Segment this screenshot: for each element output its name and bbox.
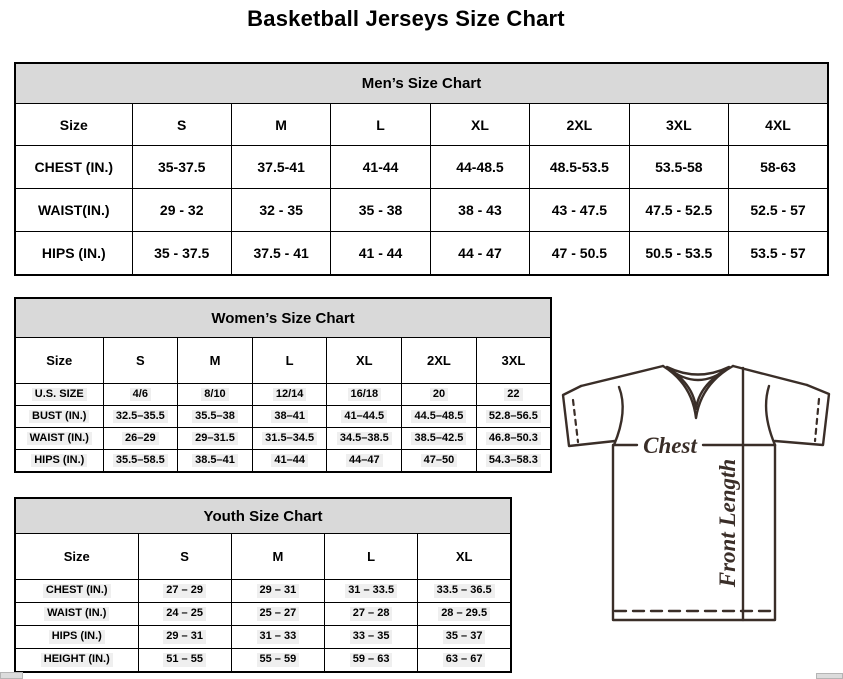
row-label: WAIST(IN.) <box>15 189 132 232</box>
cell-text: 54.3–58.3 <box>486 454 541 468</box>
cell-text: 35 – 37 <box>443 630 486 644</box>
table-row <box>15 338 551 384</box>
womens-size-chart-table <box>14 297 552 473</box>
jersey-body-outline <box>613 445 775 620</box>
row-label <box>15 384 103 406</box>
table-cell: 58-63 <box>729 146 828 189</box>
table-cell <box>476 428 551 450</box>
table-cell <box>103 450 178 473</box>
table-cell <box>325 626 418 649</box>
table-row <box>15 428 551 450</box>
col-header: M <box>231 534 324 580</box>
cell-text: U.S. SIZE <box>32 388 87 402</box>
cell-text: 51 – 55 <box>163 653 206 667</box>
cell-text: 63 – 67 <box>443 653 486 667</box>
table-row <box>15 104 828 146</box>
table-cell: 44 - 47 <box>430 232 529 276</box>
row-label <box>15 649 138 673</box>
jersey-right-cuff-dashes <box>815 399 819 441</box>
cell-text: 41–44.5 <box>341 410 387 424</box>
table-cell <box>103 428 178 450</box>
table-cell: 47 - 50.5 <box>530 232 629 276</box>
table-cell <box>178 428 253 450</box>
cell-text: 12/14 <box>273 388 307 402</box>
mens-table-title: Men’s Size Chart <box>15 63 828 104</box>
table-cell <box>138 649 231 673</box>
table-cell <box>402 450 477 473</box>
table-cell <box>138 603 231 626</box>
cell-text: 38–41 <box>271 410 308 424</box>
cell-text: 29 – 31 <box>163 630 206 644</box>
table-cell <box>252 428 327 450</box>
mens-size-chart-table <box>14 62 829 276</box>
size-corner-header: Size <box>15 338 103 384</box>
table-cell <box>231 603 324 626</box>
size-corner-header: Size <box>15 534 138 580</box>
cell-text: 32.5–35.5 <box>113 410 168 424</box>
jersey-left-sleeve <box>563 386 615 446</box>
col-header: M <box>231 104 330 146</box>
jersey-left-shoulder <box>581 366 663 386</box>
row-label <box>15 580 138 603</box>
table-cell: 35 - 37.5 <box>132 232 231 276</box>
table-row <box>15 603 511 626</box>
table-cell: 32 - 35 <box>231 189 330 232</box>
table-cell: 53.5 - 57 <box>729 232 828 276</box>
table-row <box>15 450 551 473</box>
table-cell: 48.5-53.5 <box>530 146 629 189</box>
row-label: HIPS (IN.) <box>15 232 132 276</box>
col-header: 3XL <box>476 338 551 384</box>
table-row <box>15 406 551 428</box>
cell-text: 27 – 28 <box>350 607 393 621</box>
table-cell <box>231 580 324 603</box>
cell-text: 31 – 33.5 <box>345 584 397 598</box>
table-cell <box>418 603 511 626</box>
table-cell: 37.5 - 41 <box>231 232 330 276</box>
cell-text: 26–29 <box>122 432 159 446</box>
table-row <box>15 63 828 104</box>
table-cell: 44-48.5 <box>430 146 529 189</box>
table-cell <box>325 603 418 626</box>
col-header: S <box>138 534 231 580</box>
cell-text: BUST (IN.) <box>29 410 89 424</box>
cell-text: 47–50 <box>421 454 458 468</box>
cell-text: 28 – 29.5 <box>438 607 490 621</box>
cell-text: 52.8–56.5 <box>486 410 541 424</box>
cell-text: 29 – 31 <box>257 584 300 598</box>
col-header: M <box>178 338 253 384</box>
cell-text: 55 – 59 <box>257 653 300 667</box>
col-header: S <box>103 338 178 384</box>
cell-text: 59 – 63 <box>350 653 393 667</box>
table-cell <box>327 384 402 406</box>
cell-text: 4/6 <box>130 388 151 402</box>
table-row <box>15 146 828 189</box>
cell-text: CHEST (IN.) <box>43 584 111 598</box>
cell-text: 44–47 <box>346 454 383 468</box>
cell-text: 8/10 <box>201 388 228 402</box>
table-cell: 35 - 38 <box>331 189 430 232</box>
table-cell <box>178 384 253 406</box>
cell-text: HIPS (IN.) <box>31 454 87 468</box>
table-cell <box>418 580 511 603</box>
table-cell: 35-37.5 <box>132 146 231 189</box>
table-cell <box>476 384 551 406</box>
womens-table-title: Women’s Size Chart <box>15 298 551 338</box>
table-cell <box>476 406 551 428</box>
cell-text: 20 <box>430 388 448 402</box>
table-cell <box>178 450 253 473</box>
col-header: 3XL <box>629 104 728 146</box>
cell-text: 38.5–41 <box>192 454 238 468</box>
cell-text: 31.5–34.5 <box>262 432 317 446</box>
table-cell <box>252 384 327 406</box>
table-row <box>15 580 511 603</box>
table-cell: 37.5-41 <box>231 146 330 189</box>
table-cell: 41 - 44 <box>331 232 430 276</box>
col-header: S <box>132 104 231 146</box>
table-cell <box>138 626 231 649</box>
cell-text: 35.5–38 <box>192 410 238 424</box>
table-row <box>15 626 511 649</box>
cell-text: 33.5 – 36.5 <box>434 584 495 598</box>
jersey-diagram <box>556 360 840 627</box>
table-cell <box>252 450 327 473</box>
cell-text: 44.5–48.5 <box>411 410 466 424</box>
row-label <box>15 603 138 626</box>
col-header: 4XL <box>729 104 828 146</box>
cell-text: 41–44 <box>271 454 308 468</box>
table-cell <box>327 406 402 428</box>
table-cell: 41-44 <box>331 146 430 189</box>
table-cell <box>327 428 402 450</box>
cell-text: HEIGHT (IN.) <box>41 653 113 667</box>
table-cell: 38 - 43 <box>430 189 529 232</box>
table-cell: 47.5 - 52.5 <box>629 189 728 232</box>
table-cell <box>103 384 178 406</box>
table-row <box>15 189 828 232</box>
row-label <box>15 450 103 473</box>
scrollbar-fragment-right[interactable] <box>816 673 843 679</box>
cell-text: 38.5–42.5 <box>411 432 466 446</box>
table-cell: 29 - 32 <box>132 189 231 232</box>
table-cell <box>402 384 477 406</box>
table-cell <box>418 649 511 673</box>
jersey-right-armhole <box>766 386 775 445</box>
cell-text: WAIST (IN.) <box>44 607 109 621</box>
table-cell <box>476 450 551 473</box>
table-cell <box>231 649 324 673</box>
cell-text: 33 – 35 <box>350 630 393 644</box>
jersey-left-cuff-dashes <box>573 400 578 442</box>
col-header: XL <box>430 104 529 146</box>
cell-text: HIPS (IN.) <box>49 630 105 644</box>
col-header: 2XL <box>530 104 629 146</box>
col-header: XL <box>418 534 511 580</box>
table-row <box>15 534 511 580</box>
table-row <box>15 232 828 276</box>
scrollbar-fragment-left[interactable] <box>0 672 23 679</box>
table-cell: 52.5 - 57 <box>729 189 828 232</box>
table-cell <box>325 580 418 603</box>
col-header: L <box>331 104 430 146</box>
table-cell: 43 - 47.5 <box>530 189 629 232</box>
table-cell <box>138 580 231 603</box>
cell-text: 25 – 27 <box>257 607 300 621</box>
row-label <box>15 626 138 649</box>
table-cell <box>325 649 418 673</box>
front-length-label: Front Length <box>715 458 740 588</box>
table-cell: 53.5-58 <box>629 146 728 189</box>
jersey-right-sleeve <box>775 385 829 445</box>
table-row <box>15 384 551 406</box>
table-cell <box>178 406 253 428</box>
jersey-left-armhole <box>614 387 623 445</box>
table-cell: 50.5 - 53.5 <box>629 232 728 276</box>
cell-text: WAIST (IN.) <box>27 432 92 446</box>
page-title: Basketball Jerseys Size Chart <box>247 6 565 31</box>
chest-label: Chest <box>643 433 697 458</box>
row-label: CHEST (IN.) <box>15 146 132 189</box>
row-label <box>15 406 103 428</box>
table-cell <box>418 626 511 649</box>
row-label <box>15 428 103 450</box>
table-cell <box>402 428 477 450</box>
cell-text: 24 – 25 <box>163 607 206 621</box>
table-cell <box>103 406 178 428</box>
size-corner-header: Size <box>15 104 132 146</box>
table-cell <box>231 626 324 649</box>
cell-text: 35.5–58.5 <box>113 454 168 468</box>
table-cell <box>252 406 327 428</box>
cell-text: 22 <box>504 388 522 402</box>
cell-text: 27 – 29 <box>163 584 206 598</box>
col-header: XL <box>327 338 402 384</box>
cell-text: 16/18 <box>348 388 382 402</box>
col-header: L <box>252 338 327 384</box>
col-header: 2XL <box>402 338 477 384</box>
col-header: L <box>325 534 418 580</box>
table-cell <box>327 450 402 473</box>
table-row <box>15 298 551 338</box>
youth-size-chart-table <box>14 497 512 673</box>
cell-text: 34.5–38.5 <box>337 432 392 446</box>
table-row <box>15 498 511 534</box>
table-cell <box>402 406 477 428</box>
table-row <box>15 649 511 673</box>
youth-table-title: Youth Size Chart <box>15 498 511 534</box>
cell-text: 31 – 33 <box>257 630 300 644</box>
cell-text: 29–31.5 <box>192 432 238 446</box>
cell-text: 46.8–50.3 <box>486 432 541 446</box>
